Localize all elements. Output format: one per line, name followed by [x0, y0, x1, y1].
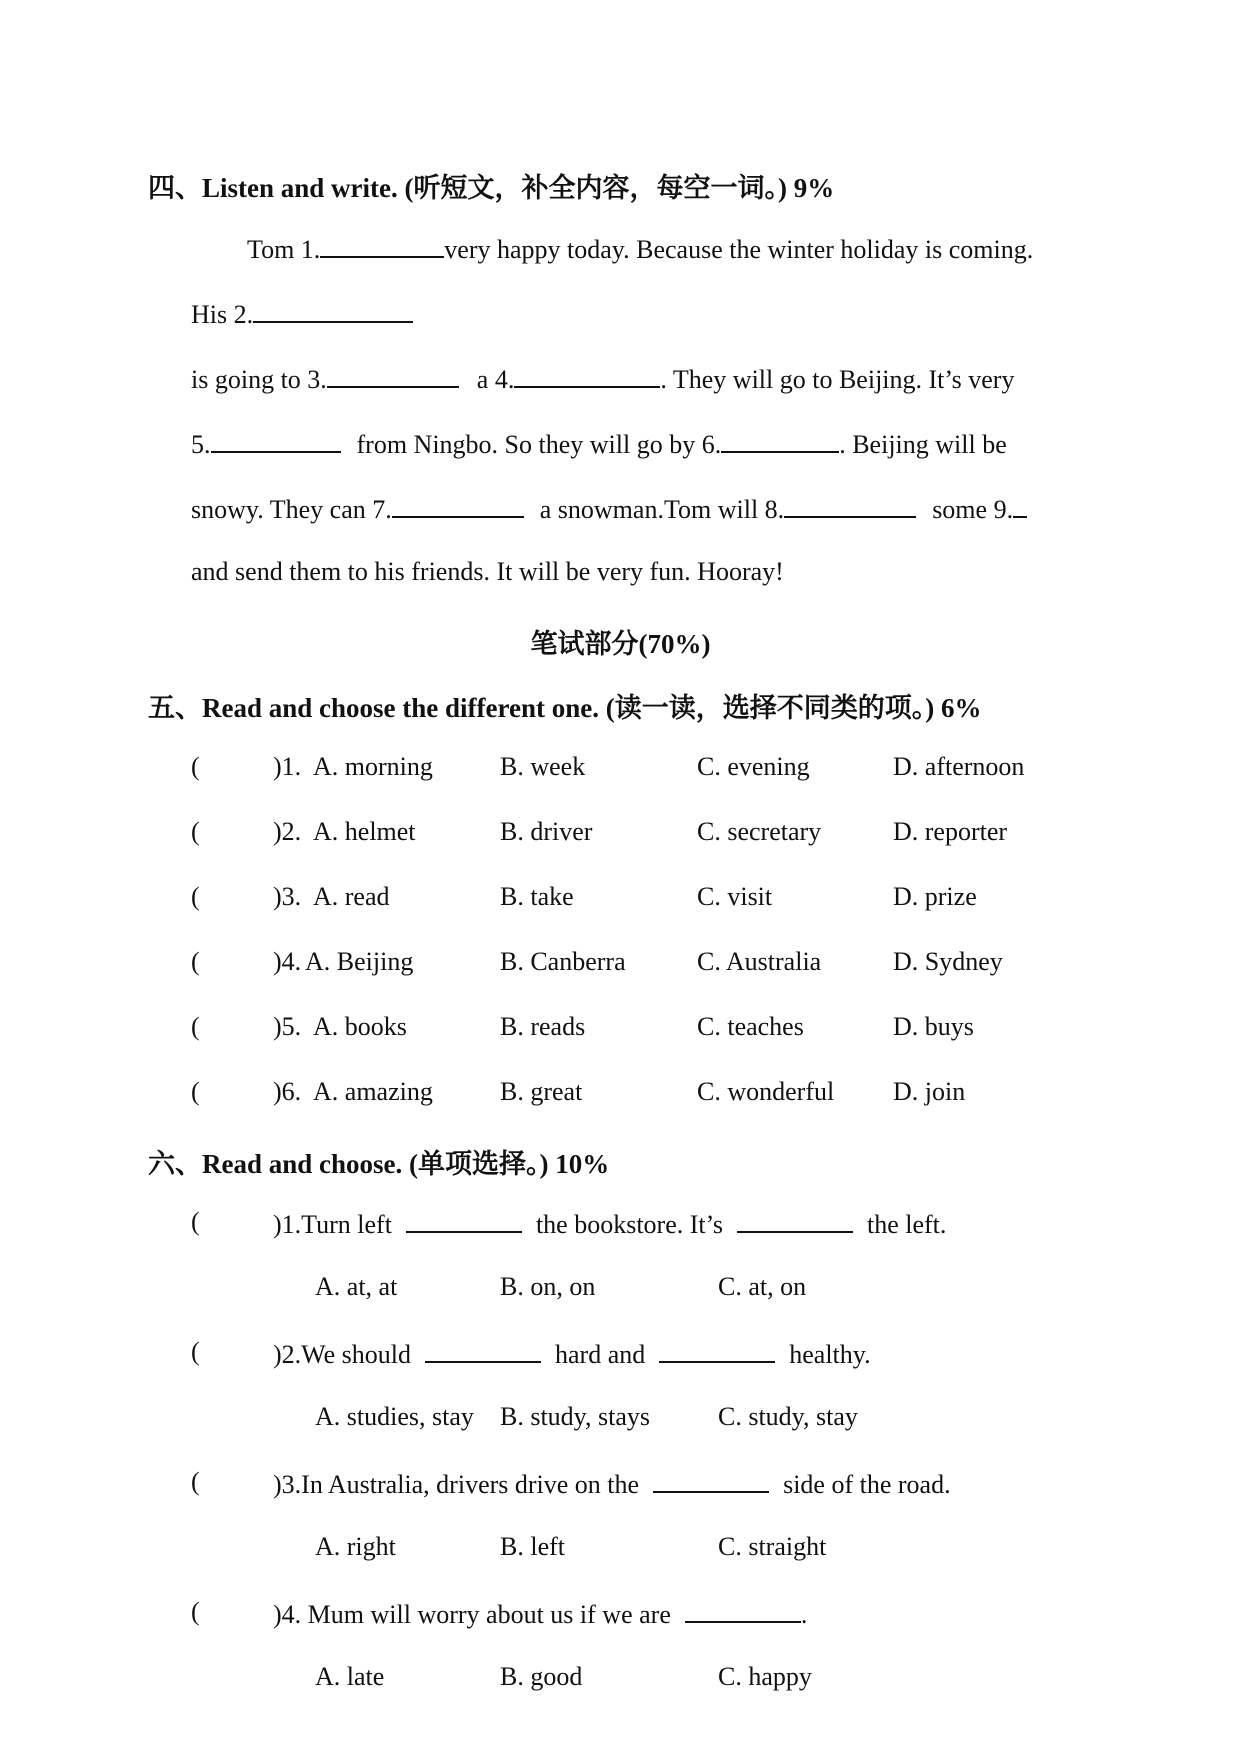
option-c: C. visit — [697, 882, 773, 911]
answer-blank-9[interactable] — [1013, 492, 1027, 518]
question-number: )5. — [273, 1012, 302, 1041]
option-c: C. wonderful — [697, 1077, 835, 1106]
written-part-title: 笔试部分(70%) — [530, 629, 711, 659]
question-text-part: hard and — [555, 1340, 646, 1369]
option-b: B. take — [500, 882, 574, 911]
answer-blank-8[interactable] — [784, 492, 916, 518]
answer-blank[interactable] — [737, 1207, 853, 1233]
passage-line-2 — [191, 297, 413, 330]
question-text — [273, 1467, 951, 1500]
option-b: B. week — [500, 752, 586, 781]
question-2-options — [0, 1402, 1241, 1442]
option-a: A. helmet — [313, 817, 416, 846]
answer-blank[interactable] — [406, 1207, 522, 1233]
passage-text: 5. — [191, 430, 211, 459]
choice-row-4 — [0, 947, 1241, 987]
passage-text: Tom 1. — [247, 235, 321, 264]
question-4-options — [0, 1662, 1241, 1702]
option-d: D. Sydney — [893, 947, 1003, 976]
question-3 — [191, 1467, 1141, 1507]
answer-blank-2[interactable] — [253, 297, 413, 323]
question-text-part: the left. — [866, 1210, 947, 1239]
option-a: A. studies, stay — [315, 1402, 474, 1431]
answer-blank-5[interactable] — [211, 427, 341, 453]
passage-text: from Ningbo. So they will go by 6. — [356, 430, 722, 459]
answer-paren[interactable]: ( — [191, 1077, 200, 1106]
answer-blank[interactable] — [659, 1337, 775, 1363]
option-d: D. join — [893, 1077, 966, 1106]
question-number: )4. — [273, 947, 302, 976]
option-b: B. study, stays — [500, 1402, 650, 1431]
answer-blank-3[interactable] — [327, 362, 459, 388]
option-a: A. morning — [313, 752, 433, 781]
question-text — [273, 1337, 871, 1370]
option-b: B. good — [500, 1662, 583, 1691]
question-number: )1. — [273, 752, 302, 781]
question-number: )3. — [273, 882, 302, 911]
answer-paren[interactable]: ( — [191, 882, 200, 911]
choice-row-5 — [0, 1012, 1241, 1052]
question-text-part: side of the road. — [783, 1470, 951, 1499]
option-c: C. teaches — [697, 1012, 804, 1041]
answer-paren[interactable]: ( — [191, 1597, 200, 1626]
passage-line-3 — [191, 362, 1014, 395]
question-text-part: )2.We should — [273, 1340, 411, 1369]
option-c: C. happy — [718, 1662, 812, 1691]
option-d: D. reporter — [893, 817, 1008, 846]
passage-text: very happy today. Because the winter holiday is coming. — [444, 235, 1034, 264]
option-c: C. at, on — [718, 1272, 807, 1301]
option-c: C. evening — [697, 752, 810, 781]
option-b: B. on, on — [500, 1272, 596, 1301]
option-a: A. right — [315, 1532, 396, 1561]
option-a: A. read — [313, 882, 390, 911]
passage-text: a snowman.Tom will 8. — [539, 495, 785, 524]
option-a: A. late — [315, 1662, 385, 1691]
option-d: D. buys — [893, 1012, 974, 1041]
choice-row-6 — [0, 1077, 1241, 1117]
question-text-part: )4. Mum will worry about us if we are — [273, 1600, 671, 1629]
option-c: C. straight — [718, 1532, 827, 1561]
passage-text: . Beijing will be — [839, 430, 1007, 459]
option-a: A. at, at — [315, 1272, 398, 1301]
passage-text: . They will go to Beijing. It’s very — [660, 365, 1015, 394]
answer-blank[interactable] — [685, 1597, 801, 1623]
choice-row-2 — [0, 817, 1241, 857]
question-number: )2. — [273, 817, 302, 846]
option-a: A. books — [313, 1012, 407, 1041]
passage-line-1 — [247, 232, 1033, 265]
option-b: B. great — [500, 1077, 583, 1106]
answer-paren[interactable]: ( — [191, 817, 200, 846]
option-c: C. study, stay — [718, 1402, 858, 1431]
answer-blank-6[interactable] — [721, 427, 839, 453]
option-b: B. driver — [500, 817, 593, 846]
passage-text: His 2. — [191, 300, 254, 329]
section-4-heading: 四、Listen and write. (听短文，补全内容，每空一词。) 9% — [148, 173, 835, 203]
question-2 — [191, 1337, 1141, 1377]
answer-paren[interactable]: ( — [191, 1012, 200, 1041]
option-c: C. secretary — [697, 817, 822, 846]
question-text — [273, 1207, 946, 1240]
answer-paren[interactable]: ( — [191, 1337, 200, 1366]
answer-paren[interactable]: ( — [191, 752, 200, 781]
option-b: B. left — [500, 1532, 565, 1561]
answer-blank[interactable] — [653, 1467, 769, 1493]
option-a: A. amazing — [313, 1077, 433, 1106]
answer-blank-1[interactable] — [320, 232, 444, 258]
section-6-heading: 六、Read and choose. (单项选择。) 10% — [148, 1149, 610, 1179]
question-4 — [191, 1597, 1141, 1637]
answer-paren[interactable]: ( — [191, 947, 200, 976]
option-d: D. prize — [893, 882, 977, 911]
question-text-part: healthy. — [789, 1340, 871, 1369]
question-text-part: the bookstore. It’s — [535, 1210, 723, 1239]
question-text-part: . — [800, 1600, 808, 1629]
passage-text: snowy. They can 7. — [191, 495, 392, 524]
question-1-options — [0, 1272, 1241, 1312]
answer-paren[interactable]: ( — [191, 1207, 200, 1236]
question-1 — [191, 1207, 1141, 1247]
answer-blank[interactable] — [425, 1337, 541, 1363]
answer-blank-4[interactable] — [514, 362, 660, 388]
question-text-part: )3.In Australia, drivers drive on the — [273, 1470, 640, 1499]
answer-blank-7[interactable] — [392, 492, 524, 518]
passage-text: is going to 3. — [191, 365, 327, 394]
option-d: D. afternoon — [893, 752, 1025, 781]
answer-paren[interactable]: ( — [191, 1467, 200, 1496]
choice-row-1 — [0, 752, 1241, 792]
option-c: C. Australia — [697, 947, 822, 976]
question-3-options — [0, 1532, 1241, 1572]
question-text-part: )1.Turn left — [273, 1210, 392, 1239]
question-text — [273, 1597, 807, 1630]
passage-line-4 — [191, 427, 1007, 460]
option-b: B. reads — [500, 1012, 586, 1041]
option-b: B. Canberra — [500, 947, 626, 976]
passage-text: a 4. — [476, 365, 515, 394]
passage-line-5 — [191, 492, 1027, 525]
choice-row-3 — [0, 882, 1241, 922]
section-5-heading: 五、Read and choose the different one. (读一读，选择不同类的项。) 6% — [148, 693, 982, 723]
option-a: A. Beijing — [305, 947, 414, 976]
passage-text: some 9. — [932, 495, 1014, 524]
question-number: )6. — [273, 1077, 302, 1106]
passage-line-6: and send them to his friends. It will be very fun. Hooray! — [191, 557, 784, 586]
